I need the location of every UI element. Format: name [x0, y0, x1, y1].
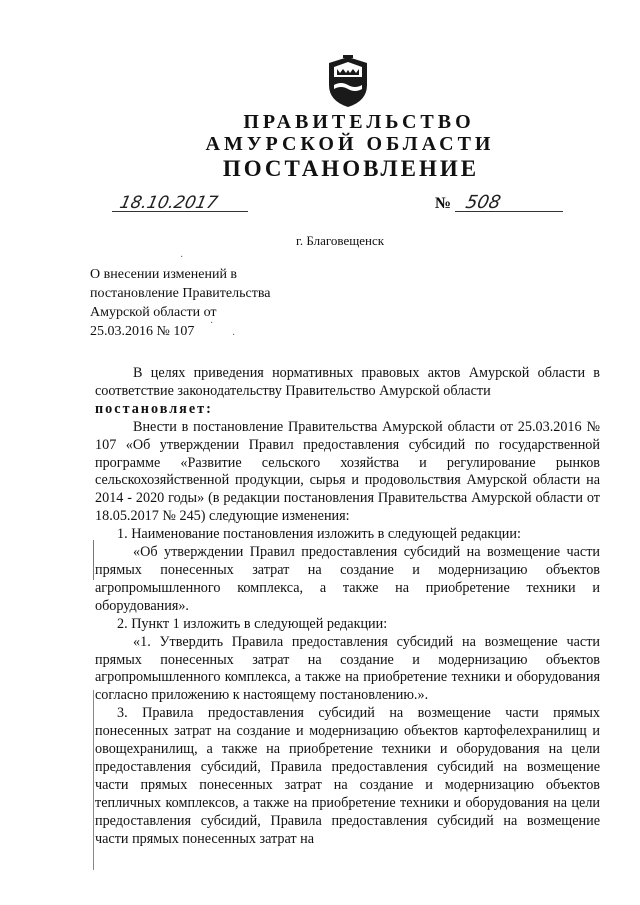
scan-speck: ·: [180, 252, 184, 263]
preamble-paragraph: В целях приведения нормативных правовых актов Амурской области в соответствие законодательству Правительство Амурской области: [95, 365, 600, 399]
subject-line: Амурской области от: [90, 305, 217, 320]
handwritten-number: 508: [463, 192, 503, 213]
number-label: №: [435, 195, 452, 212]
resolves-word: постановляет:: [95, 400, 213, 417]
coat-of-arms-icon: [325, 55, 371, 109]
subject-line: 25.03.2016 № 107: [90, 324, 195, 339]
document-subject: [90, 265, 270, 341]
handwritten-date: 18.10.2017: [117, 193, 220, 213]
body-paragraph: Внести в постановление Правительства Амурской области от 25.03.2016 № 107 «Об утверждении Правил предоставления субсидий по государственной программе «Развитие сельского хозяйства и регулирование рынков сельскохозяйственной продукции, сырья и продовольствия Амурской области на 2014 - 2020 годы» (в редакции постановления Правительства Амурской области от 18.05.2017 № 245) следующие изменения:: [95, 418, 600, 525]
quoted-paragraph: «Об утверждении Правил предоставления субсидий на возмещение части прямых понесенных затрат на создание и модернизацию объектов агропромышленного комплекса, а также на приобретение техники и оборудования».: [95, 544, 600, 614]
body-paragraph: 3. Правила предоставления субсидий на возмещение части прямых понесенных затрат на создание и модернизацию объектов картофелехранилищ и овощехранилищ, а также на приобретение техники и оборудования на цели предоставления субсидий, Правила предоставления субсидий на возмещение части прямых понесенных затрат на создание и модернизацию объектов тепличных комплексов, а также на приобретение техники и оборудования на цели предоставления субсидий, Правила предоставления субсидий на возмещение части прямых понесенных затрат на: [95, 705, 600, 847]
subject-line: О внесении изменений в: [90, 267, 238, 282]
document-body: [95, 365, 600, 848]
number-underline: [455, 211, 563, 212]
subject-line: постановление Правительства: [90, 286, 271, 301]
date-underline: [112, 211, 248, 212]
region-title: АМУРСКОЙ ОБЛАСТИ: [205, 133, 495, 155]
scan-speck: ·: [210, 318, 214, 329]
body-paragraph: 2. Пункт 1 изложить в следующей редакции:: [117, 615, 388, 632]
scan-speck: ·: [232, 330, 236, 341]
city-line: г. Благовещенск: [296, 233, 385, 248]
body-paragraph: 1. Наименование постановления изложить в следующей редакции:: [117, 526, 521, 543]
government-title: ПРАВИТЕЛЬСТВО: [243, 111, 475, 133]
quoted-paragraph: «1. Утвердить Правила предоставления субсидий на возмещение части прямых понесенных затрат на создание и модернизацию объектов агропромышленного комплекса, а также на приобретение техники и оборудования согласно приложению к настоящему постановлению.».: [95, 633, 600, 704]
document-type-title: ПОСТАНОВЛЕНИЕ: [222, 156, 480, 181]
